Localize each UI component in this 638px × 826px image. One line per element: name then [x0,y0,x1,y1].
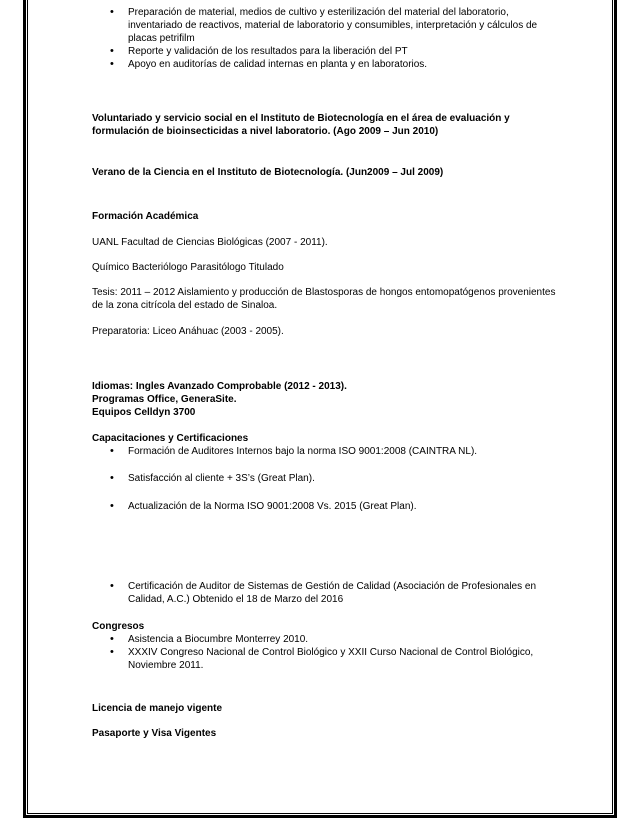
experience-bullet: • Apoyo en auditorías de calidad internas en planta y en laboratorios. [92,58,562,71]
certifications-list [92,472,562,485]
certifications-list [92,445,562,458]
congress-item: • XXXIV Congreso Nacional de Control Biológico y XXII Curso Nacional de Control Biológico, Noviembre 2011. [92,646,562,672]
education-thesis: Tesis: 2011 – 2012 Aislamiento y producción de Blastosporas de hongos entomopatógenos provenientes de la zona citrícola del estado de Sinaloa. [92,287,556,311]
skills-equipment: Equipos Celldyn 3700 [92,407,196,418]
certifications-list [92,500,562,513]
certification-item: • Actualización de la Norma ISO 9001:2008 Vs. 2015 (Great Plan). [92,500,562,513]
volunteer-heading: Voluntariado y servicio social en el Instituto de Biotecnología en el área de evaluación y formulación de bioinsecticidas a nivel laboratorio. (Ago 2009 – Jun 2010) [92,113,510,137]
education-highschool: Preparatoria: Liceo Anáhuac (2003 - 2005). [92,326,284,337]
certifications-list [92,580,562,606]
congresses-list [92,633,562,672]
summer-program-heading: Verano de la Ciencia en el Instituto de Biotecnología. (Jun2009 – Jul 2009) [92,167,444,178]
congress-item: • Asistencia a Biocumbre Monterrey 2010. [92,633,562,646]
passport-visa-note: Pasaporte y Visa Vigentes [92,728,217,739]
education-university: UANL Facultad de Ciencias Biológicas (2007 - 2011). [92,237,328,248]
skills-languages: Idiomas: Ingles Avanzado Comprobable (2012 - 2013). [92,381,347,392]
education-heading: Formación Académica [92,211,199,222]
experience-bullet: • Reporte y validación de los resultados para la liberación del PT [92,45,562,58]
certification-item: • Formación de Auditores Internos bajo la norma ISO 9001:2008 (CAINTRA NL). [92,445,562,458]
certifications-heading: Capacitaciones y Certificaciones [92,433,249,444]
certification-item: • Satisfacción al cliente + 3S’s (Great Plan). [92,472,562,485]
driver-license-note: Licencia de manejo vigente [92,703,223,714]
congresses-heading: Congresos [92,621,145,632]
experience-bullet-list [92,6,562,71]
certification-item: • Certificación de Auditor de Sistemas de Gestión de Calidad (Asociación de Profesionales en Calidad, A.C.) Obtenido el 18 de Marzo del 2016 [92,580,562,606]
skills-programs: Programas Office, GeneraSite. [92,394,237,405]
experience-bullet: • Preparación de material, medios de cultivo y esterilización del material del laboratorio, inventariado de reactivos, material de laboratorio y consumibles, interpretación y cálculos de placas petrifilm [92,6,562,45]
education-degree: Químico Bacteriólogo Parasitólogo Titulado [92,262,284,273]
